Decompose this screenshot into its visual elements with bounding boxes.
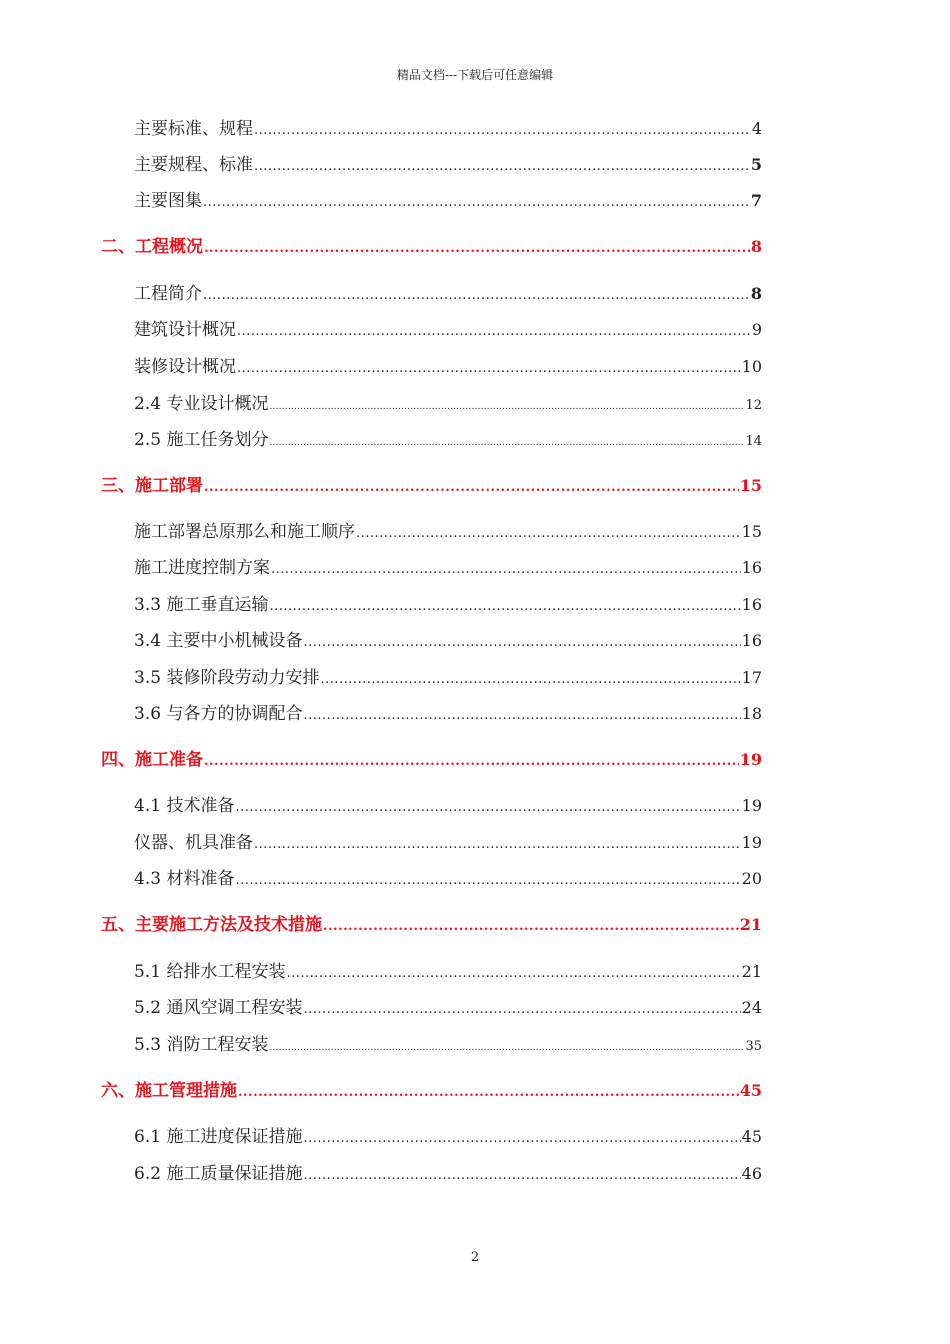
- dot-leader: [204, 480, 739, 495]
- toc-entry[interactable]: [134, 864, 762, 889]
- toc-entry[interactable]: [134, 150, 762, 175]
- dot-leader: [303, 1168, 740, 1183]
- toc-entry-title: 5.2 通风空调工程安装: [134, 998, 303, 1018]
- toc-entry-title: 建筑设计概况: [134, 320, 236, 340]
- toc-entry-page: 19: [741, 796, 762, 815]
- toc-entry-page: 10: [741, 357, 762, 376]
- dot-leader: [235, 800, 740, 815]
- toc-entry[interactable]: [134, 114, 762, 139]
- toc-entry-title: 主要规程、标准: [134, 155, 253, 175]
- toc-chapter[interactable]: [101, 745, 762, 770]
- dot-leader: [203, 288, 750, 303]
- toc-entry-title: 施工进度控制方案: [134, 558, 270, 578]
- dot-leader: [235, 873, 740, 888]
- toc-entry-page: 4: [751, 119, 762, 138]
- dot-leader: [303, 1002, 740, 1017]
- toc-chapter-page: 8: [750, 237, 762, 256]
- dot-leader: [269, 599, 740, 614]
- toc-chapter-title: 二、工程概况: [101, 237, 203, 257]
- toc-chapter-title: 六、施工管理措施: [101, 1081, 237, 1101]
- toc-entry[interactable]: [134, 425, 762, 450]
- dot-leader: [271, 562, 741, 577]
- page-header: 精品文档---下载后可任意编辑: [396, 68, 554, 82]
- toc-entry[interactable]: [134, 315, 762, 340]
- toc-entry-title: 主要标准、规程: [134, 119, 253, 139]
- toc-entry-page: 12: [745, 398, 762, 413]
- toc-entry-page: 21: [741, 962, 762, 981]
- dot-leader: [237, 361, 741, 376]
- dot-leader: [254, 837, 741, 852]
- toc-entry-title: 2.4 专业设计概况: [134, 394, 269, 414]
- toc-entry-title: 装修设计概况: [134, 357, 236, 377]
- toc-entry-title: 2.5 施工任务划分: [134, 430, 269, 450]
- toc-entry-page: 35: [745, 1039, 762, 1054]
- dot-leader: [303, 1131, 740, 1146]
- toc-entry[interactable]: [134, 1159, 762, 1184]
- toc-entry-title: 5.1 给排水工程安装: [134, 962, 286, 982]
- toc-entry-title: 6.2 施工质量保证措施: [134, 1164, 303, 1184]
- dot-leader: [254, 159, 750, 174]
- dot-leader: [269, 438, 744, 448]
- toc-entry[interactable]: [134, 791, 762, 816]
- toc-entry-title: 主要图集: [134, 191, 202, 211]
- toc-entry[interactable]: [134, 517, 762, 542]
- toc-entry[interactable]: [134, 279, 762, 304]
- dot-leader: [204, 241, 750, 256]
- toc-entry[interactable]: [134, 590, 762, 615]
- toc-entry-page: 5: [750, 155, 762, 174]
- toc-entry[interactable]: [134, 1030, 762, 1055]
- toc-entry[interactable]: [134, 993, 762, 1018]
- toc-entry[interactable]: [134, 1122, 762, 1147]
- toc-entry[interactable]: [134, 389, 762, 414]
- toc-entry-page: 19: [741, 833, 762, 852]
- toc-chapter[interactable]: [101, 910, 762, 935]
- toc-chapter-page: 45: [739, 1081, 762, 1100]
- dot-leader: [356, 526, 741, 541]
- dot-leader: [237, 324, 751, 339]
- toc-chapter-title: 五、主要施工方法及技术措施: [101, 915, 322, 935]
- toc-entry-page: 14: [745, 434, 762, 449]
- toc-chapter[interactable]: [101, 1076, 762, 1101]
- toc-entry-page: 16: [741, 558, 762, 577]
- toc-entry-title: 4.1 技术准备: [134, 796, 235, 816]
- toc-chapter-title: 四、施工准备: [101, 750, 203, 770]
- dot-leader: [320, 672, 740, 687]
- toc-entry-page: 16: [741, 595, 762, 614]
- toc-entry-title: 4.3 材料准备: [134, 869, 235, 889]
- toc-entry-title: 3.3 施工垂直运输: [134, 595, 269, 615]
- toc-entry-title: 施工部署总原那么和施工顺序: [134, 522, 355, 542]
- dot-leader: [303, 708, 740, 723]
- toc-entry-title: 5.3 消防工程安装: [134, 1035, 269, 1055]
- dot-leader: [286, 966, 740, 981]
- dot-leader: [303, 635, 740, 650]
- dot-leader: [204, 754, 739, 769]
- toc-entry-page: 17: [741, 668, 762, 687]
- toc-entry-title: 3.4 主要中小机械设备: [134, 631, 303, 651]
- toc-entry-page: 45: [741, 1127, 762, 1146]
- toc-entry-page: 7: [750, 191, 762, 210]
- toc-entry[interactable]: [134, 553, 762, 578]
- toc-chapter-page: 15: [739, 476, 762, 495]
- toc-entry[interactable]: [134, 663, 762, 688]
- toc-entry[interactable]: [134, 957, 762, 982]
- toc-entry-page: 18: [741, 704, 762, 723]
- toc-entry[interactable]: [134, 352, 762, 377]
- toc-entry-page: 20: [741, 869, 762, 888]
- toc-chapter-page: 21: [739, 915, 762, 934]
- toc-chapter-page: 19: [739, 750, 762, 769]
- toc-entry-title: 3.5 装修阶段劳动力安排: [134, 668, 320, 688]
- toc-entry[interactable]: [134, 699, 762, 724]
- dot-leader: [254, 123, 751, 138]
- toc-entry[interactable]: [134, 186, 762, 211]
- toc-entry-page: 8: [750, 284, 762, 303]
- toc-entry-title: 仪器、机具准备: [134, 833, 253, 853]
- dot-leader: [323, 919, 739, 934]
- toc-entry-page: 16: [741, 631, 762, 650]
- toc-entry-title: 3.6 与各方的协调配合: [134, 704, 303, 724]
- toc-entry-page: 9: [751, 320, 762, 339]
- dot-leader: [203, 195, 750, 210]
- toc-entry[interactable]: [134, 626, 762, 651]
- page-number: 2: [470, 1250, 480, 1265]
- toc-chapter[interactable]: [101, 471, 762, 496]
- toc-entry-page: 15: [741, 522, 762, 541]
- toc-chapter-title: 三、施工部署: [101, 476, 203, 496]
- toc-entry[interactable]: [134, 828, 762, 853]
- toc-entry-page: 24: [741, 998, 762, 1017]
- toc-entry-title: 工程简介: [134, 284, 202, 304]
- toc-chapter[interactable]: [101, 232, 762, 257]
- toc-entry-title: 6.1 施工进度保证措施: [134, 1127, 303, 1147]
- toc-entry-page: 46: [741, 1164, 762, 1183]
- dot-leader: [269, 1043, 744, 1053]
- dot-leader: [269, 402, 744, 412]
- dot-leader: [238, 1085, 739, 1100]
